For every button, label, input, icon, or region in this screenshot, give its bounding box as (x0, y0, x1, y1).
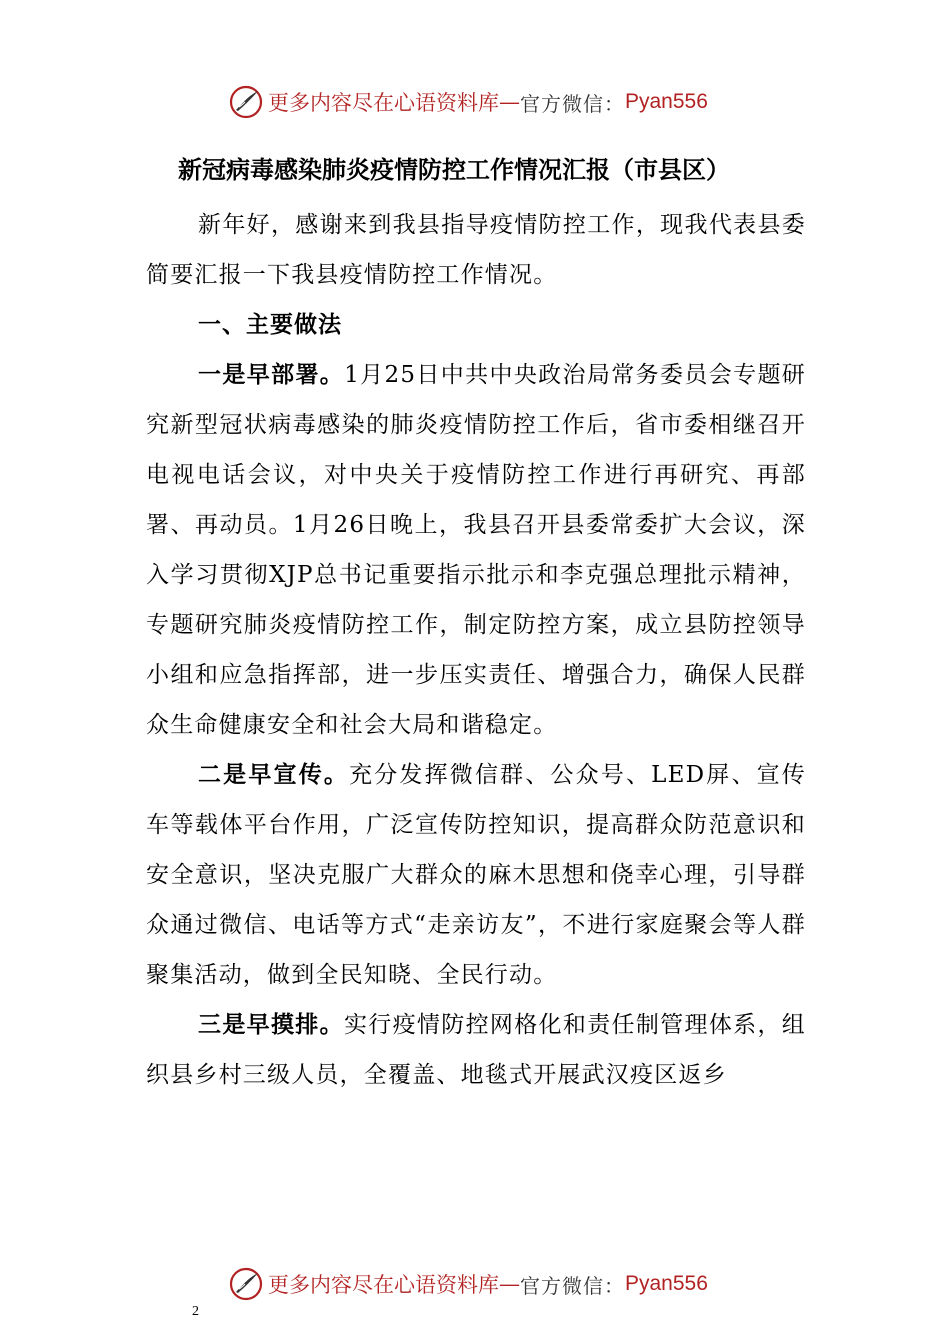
banner-official-label: 官方微信： (520, 1273, 625, 1298)
header-banner (228, 82, 708, 122)
banner-separator: — (499, 1272, 520, 1296)
item-paragraph (146, 750, 806, 1000)
item-lead: 一是早部署。 (198, 361, 345, 388)
banner-site-text: 更多内容尽在心语资料库 (268, 1273, 499, 1297)
intro-paragraph: 新年好，感谢来到我县指导疫情防控工作，现我代表县委简要汇报一下我县疫情防控工作情况。 (146, 212, 806, 288)
banner-separator: — (499, 90, 520, 114)
banner-official-label: 官方微信： (520, 91, 625, 116)
item-lead: 三是早摸排。 (198, 1011, 344, 1038)
item-text: 实行疫情防控网格化和责任制管理体系，组织县乡村三级人员，全覆盖、地毯式开展武汉疫区返乡 (146, 1012, 806, 1088)
item-paragraph (146, 350, 806, 750)
item-lead: 二是早宣传。 (198, 761, 350, 788)
banner-wechat-id: Pyan556 (625, 90, 708, 113)
page-number: 2 (192, 1304, 199, 1319)
document-body (146, 200, 806, 1100)
item-text: 充分发挥微信群、公众号、LED屏、宣传车等载体平台作用，广泛宣传防控知识，提高群众防范意识和安全意识，坚决克服广大群众的麻木思想和侥幸心理，引导群众通过微信、电话等方式“走亲访友”，不进行家庭聚会等人群聚集活动，做到全民知晓、全民行动。 (146, 762, 806, 988)
footer-banner (228, 1264, 708, 1304)
item-text: 1月25日中共中央政治局常务委员会专题研究新型冠状病毒感染的肺炎疫情防控工作后，省市委相继召开电视电话会议，对中央关于疫情防控工作进行再研究、再部署、再动员。1月26日晚上，我县召开县委常委扩大会议，深入学习贯彻XJP总书记重要指示批示和李克强总理批示精神，专题研究肺炎疫情防控工作，制定防控方案，成立县防控领导小组和应急指挥部，进一步压实责任、增强合力，确保人民群众生命健康安全和社会大局和谐稳定。 (146, 362, 807, 738)
quill-circle-logo-icon (228, 84, 264, 120)
document-title: 新冠病毒感染肺炎疫情防控工作情况汇报（市县区） (178, 155, 730, 184)
banner-wechat-id: Pyan556 (625, 1272, 708, 1295)
item-paragraph (146, 1000, 806, 1100)
quill-circle-logo-icon (228, 1266, 264, 1302)
banner-site-text: 更多内容尽在心语资料库 (268, 91, 499, 115)
section-heading: 一、主要做法 (198, 312, 342, 338)
